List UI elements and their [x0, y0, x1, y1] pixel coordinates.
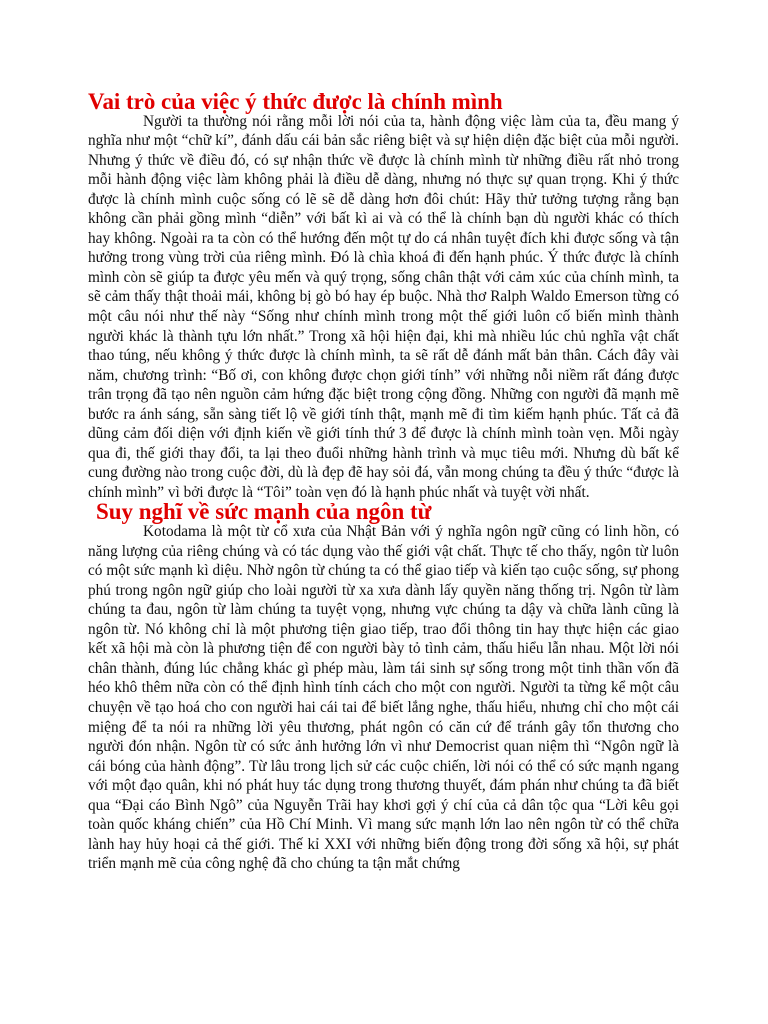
document-page [88, 89, 679, 874]
paragraph-self-awareness: Người ta thường nói rằng mỗi lời nói của ta, hành động việc làm của ta, đều mang ý nghĩa như một “chữ kí”, đánh dấu cái bản sắc riêng biệt và sự hiện diện đặc biệt của mỗi người. Nhưng ý thức về điều đó, có sự nhận thức về được là chính mình từ những điều rất nhỏ trong mỗi hành động việc làm không phải là điều dễ dàng, nhưng nó thực sự quan trọng. Khi ý thức được là chính mình cuộc sống có lẽ sẽ dễ dàng hơn đôi chút: Hãy thử tưởng tượng rằng bạn không cần phải gồng mình “diễn” với bất kì ai và có thể là chính bạn dù người khác có thích hay không. Ngoài ra ta còn có thể hướng đến một tự do cá nhân tuyệt đích khi được sống và tận hưởng trong vùng trời của riêng mình. Đó là chìa khoá đi đến hạnh phúc. Ý thức được là chính mình còn sẽ giúp ta được yêu mến và quý trọng, sống chân thật với cảm xúc của chính mình, ta sẽ cảm thấy thật thoải mái, không bị gò bó hay ép buộc. Nhà thơ Ralph Waldo Emerson từng có một câu nói như thế này “Sống như chính mình trong một thế giới luôn cố biến mình thành người khác là thành tựu lớn nhất.” Trong xã hội hiện đại, khi mà nhiều lúc chủ nghĩa vật chất thao túng, nếu không ý thức được là chính mình, ta sẽ rất dễ đánh mất bản thân. Cách đây vài năm, chương trình: “Bố ơi, con không được chọn giới tính” với những nỗi niềm rất đáng được trân trọng đã tạo nên nguồn cảm hứng đặc biệt trong cộng đồng. Những con người đã mạnh mẽ bước ra ánh sáng, sẵn sàng tiết lộ về giới tính thật, mạnh mẽ đi tìm kiếm hạnh phúc. Tất cả đã dũng cảm đối diện với định kiến về giới tính thứ 3 để được là chính mình toàn vẹn. Mỗi ngày qua đi, thế giới thay đổi, ta lại theo đuổi những hành trình và mục tiêu mới. Nhưng dù bất kể cung đường nào trong cuộc đời, dù là đẹp đẽ hay sỏi đá, vẫn mong chúng ta đều ý thức “được là chính mình” vì bởi được là “Tôi” toàn vẹn đó là hạnh phúc nhất và tuyệt vời nhất. [88, 112, 679, 501]
section-heading-power-of-words: Suy nghĩ về sức mạnh của ngôn từ [96, 499, 432, 525]
paragraph-power-of-words: Kotodama là một từ cổ xưa của Nhật Bản với ý nghĩa ngôn ngữ cũng có linh hồn, có năng lượng của riêng chúng và có tác dụng vào thế giới vật chất. Thực tế cho thấy, ngôn từ luôn có một sức mạnh kì diệu. Nhờ ngôn từ chúng ta có thể giao tiếp và kiến tạo cuộc sống, sự phong phú trong ngôn ngữ giúp cho loài người từ xa xưa dành lấy quyền năng thống trị. Ngôn từ làm chúng ta đau, ngôn từ làm chúng ta tuyệt vọng, nhưng vực chúng ta dậy và chữa lành cũng là ngôn từ. Nó không chỉ là một phương tiện giao tiếp, trao đổi thông tin hay thực hiện các giao kết xã hội mà còn là phương tiện để con người bày tỏ tình cảm, thấu hiểu lẫn nhau. Một lời nói chân thành, đúng lúc chẳng khác gì phép màu, làm tái sinh sự sống trong một tinh thần vốn đã héo khô thêm nữa còn có thể định hình tính cách cho một con người. Người ta từng kể một câu chuyện về tạo hoá cho con người hai cái tai để biết lắng nghe, thấu hiểu, nhưng chỉ cho một cái miệng để ta nói ra những lời yêu thương, phát ngôn có căn cứ để tránh gây tổn thương cho người đón nhận. Ngôn từ có sức ảnh hưởng lớn vì như Democrist quan niệm thì “Ngôn ngữ là cái bóng của hành động”. Từ lâu trong lịch sử các cuộc chiến, lời nói có thể có sức mạnh ngang với một đạo quân, khi nó phát huy tác dụng trong thương thuyết, đám phán như chúng ta đã biết qua “Đại cáo Bình Ngô” của Nguyễn Trãi hay khơi gợi ý chí của cả dân tộc qua “Lời kêu gọi toàn quốc kháng chiến” của Hồ Chí Minh. Vì mang sức mạnh lớn lao nên ngôn từ có thể chữa lành hay hủy hoại cả thế giới. Thế kỉ XXI với những biến động trong đời sống xã hội, sự phát triển mạnh mẽ của công nghệ đã cho chúng ta tận mắt chứng [88, 523, 679, 873]
section-heading-self-awareness: Vai trò của việc ý thức được là chính mình [88, 89, 503, 114]
